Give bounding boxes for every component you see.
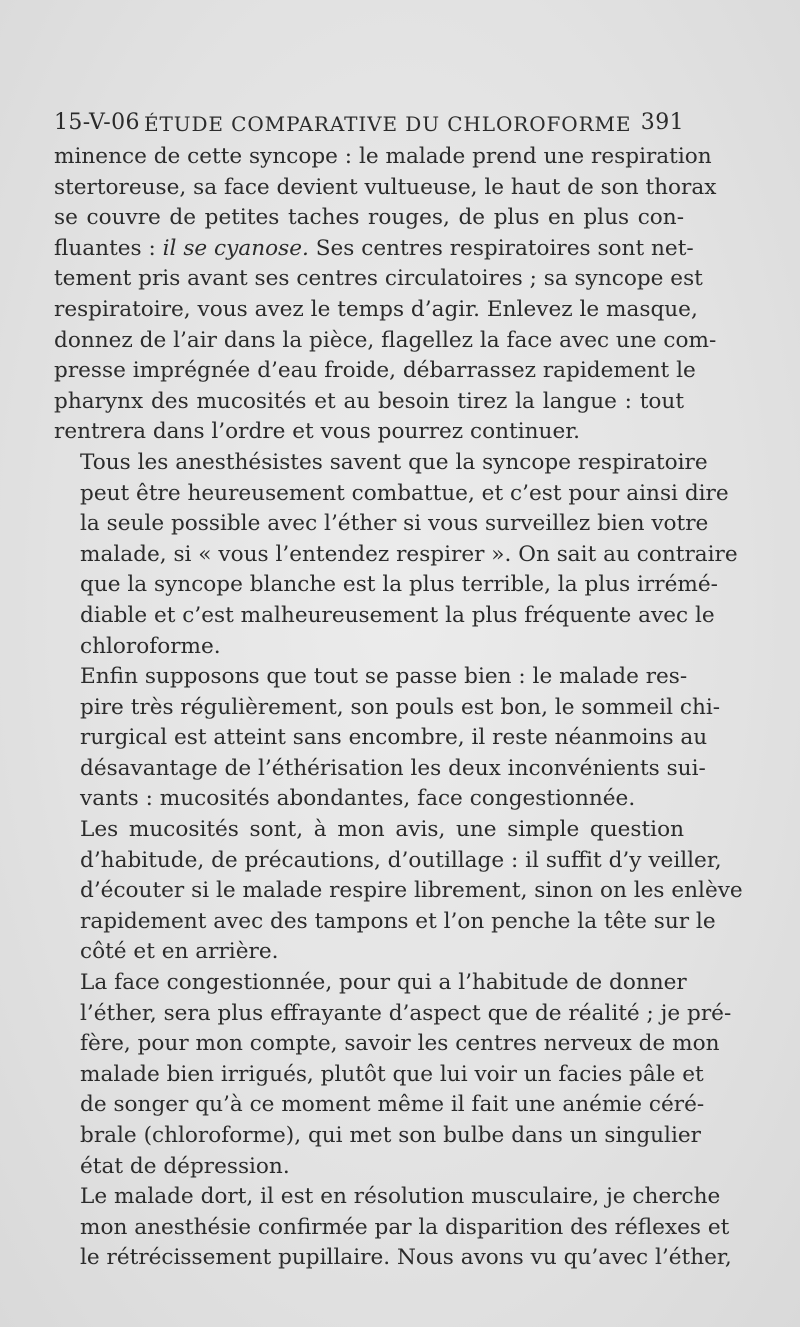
paragraph: [54, 968, 732, 1182]
text-line: malade, si « vous l’entendez respirer ». On sait au contraire: [80, 541, 738, 567]
text-line: d’écouter si le malade respire librement, sinon on les enlève: [80, 878, 743, 904]
text-line: la seule possible avec l’éther si vous surveillez bien votre: [80, 511, 709, 537]
text-line: côté et en arrière.: [80, 939, 279, 965]
text-line: presse imprégnée d’eau froide, débarrassez rapidement le: [54, 358, 696, 384]
text-line: Les mucosités sont, à mon avis, une simple question: [80, 817, 684, 843]
text-line: l’éther, sera plus effrayante d’aspect que de réalité ; je pré-: [80, 1000, 732, 1026]
paragraph: [54, 662, 721, 815]
running-title: ÉTUDE COMPARATIVE DU CHLOROFORME: [144, 112, 632, 136]
text-line: pire très régulièrement, son pouls est bon, le sommeil chi-: [80, 694, 721, 720]
text-line: [54, 234, 694, 265]
paragraph: [54, 142, 717, 448]
header-date-code: 15-V-06: [54, 110, 140, 135]
text-line: le rétrécissement pupillaire. Nous avons vu qu’avec l’éther,: [80, 1245, 732, 1271]
paragraph: [54, 1182, 732, 1274]
paragraph: [54, 815, 743, 968]
text-line: respiratoire, vous avez le temps d’agir. Enlevez le masque,: [54, 296, 698, 322]
text-line: brale (chloroforme), qui met son bulbe dans un singulier: [80, 1123, 701, 1148]
text-line: vants : mucosités abondantes, face congestionnée.: [80, 786, 636, 812]
text-line: donnez de l’air dans la pièce, flagellez la face avec une com-: [54, 327, 717, 353]
text-line: rapidement avec des tampons et l’on penche la tête sur le: [80, 908, 716, 934]
text-line: désavantage de l’éthérisation les deux inconvénients sui-: [80, 755, 706, 781]
text-segment: fluantes :: [54, 235, 163, 261]
text-line: chloroforme.: [80, 633, 221, 659]
text-line: état de dépression.: [80, 1153, 290, 1179]
page-number: 391: [640, 110, 684, 135]
running-head: [54, 110, 684, 144]
text-line: fère, pour mon compte, savoir les centres nerveux de mon: [80, 1031, 720, 1057]
text-line: rurgical est atteint sans encombre, il reste néanmoins au: [80, 725, 708, 751]
text-line: stertoreuse, sa face devient vultueuse, le haut de son thorax: [54, 174, 717, 200]
text-line: tement pris avant ses centres circulatoires ; sa syncope est: [54, 266, 703, 292]
text-line: Le malade dort, il est en résolution musculaire, je cherche: [80, 1184, 721, 1210]
italic-emphasis: il se cyanose.: [162, 235, 309, 261]
text-line: Tous les anesthésistes savent que la syncope respiratoire: [80, 449, 708, 475]
text-line: d’habitude, de précautions, d’outillage : il suffit d’y veiller,: [80, 847, 722, 873]
text-line: rentrera dans l’ordre et vous pourrez continuer.: [54, 419, 581, 445]
body-text: [54, 142, 743, 1274]
text-line: se couvre de petites taches rouges, de plus en plus con-: [54, 205, 684, 231]
text-line: Enfin supposons que tout se passe bien : le malade res-: [80, 664, 688, 690]
text-line: La face congestionnée, pour qui a l’habitude de donner: [80, 970, 687, 996]
text-segment: Ses centres respiratoires sont net-: [308, 235, 694, 261]
text-line: mon anesthésie confirmée par la disparition des réflexes et: [80, 1214, 730, 1240]
text-line: peut être heureusement combattue, et c’est pour ainsi dire: [80, 480, 729, 506]
text-line: diable et c’est malheureusement la plus fréquente avec le: [80, 602, 715, 628]
text-line: que la syncope blanche est la plus terrible, la plus irrémé-: [80, 572, 718, 598]
text-line: malade bien irrigués, plutôt que lui voir un facies pâle et: [80, 1061, 704, 1087]
text-line: de songer qu’à ce moment même il fait une anémie céré-: [80, 1092, 705, 1118]
paragraph: [54, 448, 738, 662]
text-line: pharynx des mucosités et au besoin tirez la langue : tout: [54, 388, 684, 414]
text-line: minence de cette syncope : le malade prend une respiration: [54, 144, 712, 169]
